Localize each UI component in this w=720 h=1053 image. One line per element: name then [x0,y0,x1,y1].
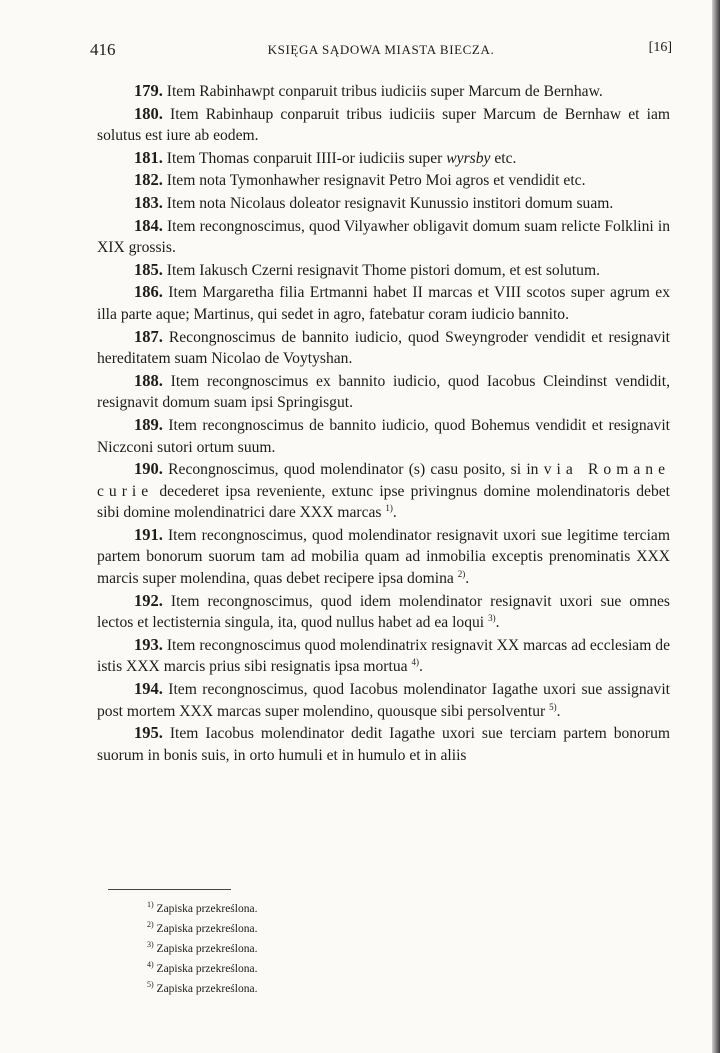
entry-text-end: . [556,702,561,720]
footnote-ref[interactable]: 4) [411,657,419,668]
entry-193 [97,634,670,678]
footnote-4 [147,957,257,977]
entry-number: 180. [134,103,163,123]
entry-text: Item Rabinhawpt conparuit tribus iudiciis super Marcum de Bernhaw. [166,83,603,100]
footnote-ref[interactable]: 2) [457,568,466,579]
entry-text: Item nota Tymonhawher resignavit Petro Moi agros et vendidit etc. [166,172,586,190]
entry-text: Item recongnoscimus, quod Vilyawher obligavit domum suam relicte Folklini in XIX grossis. [97,217,670,257]
entry-number: 193. [134,634,163,654]
entry-180 [97,103,670,147]
entry-text: Recongnoscimus de bannito iudicio, quod Sweyngroder vendidit et resignavit hereditatem suam Nicolao de Voytyshan. [97,328,670,368]
entry-number: 187. [134,326,163,346]
entry-text: Item recongnoscimus, quod molendinator resignavit uxori sue legitime terciam partem bonorum suorum tam ad mobilia quam ad inmobilia exceptis prenominatis XXX marcis super molendina, quas debet recipere ipsa domina [97,526,670,588]
entry-number: 195. [134,723,163,743]
entry-text-tail: etc. [490,149,517,167]
entry-italic-word: wyrsby [446,149,491,167]
entry-number: 186. [134,282,163,302]
footnote-ref[interactable]: 3) [488,613,496,624]
footnote-text: Zapiska przekreślona. [156,982,258,995]
entry-185 [97,259,670,282]
entry-text-end: . [465,570,470,588]
entry-number: 190. [134,459,163,479]
entry-text: Item recongnoscimus ex bannito iudicio, quod Iacobus Cleindinst vendidit, resignavit domum suam ipsi Springisgut. [97,372,670,412]
page-number: 416 [90,40,116,59]
entry-184 [97,215,670,259]
entry-text: Item Iacobus molendinator dedit Iagathe uxori sue terciam partem bonorum suorum in bonis suis, in orto humuli et in humulo et in aliis [97,725,670,764]
footnote-text: Zapiska przekreślona. [156,962,258,975]
entry-186 [97,281,670,325]
entry-182 [97,169,670,192]
entry-text-end: . [418,658,423,676]
entry-number: 179. [134,81,163,100]
entry-number: 192. [134,590,163,610]
footnote-mark: 1) [147,900,154,909]
entry-text-end: . [392,504,397,522]
entry-spaced-phrase: via Romane curie [97,461,670,500]
entry-text: Item nota Nicolaus doleator resignavit Kunussio institori domum suam. [166,194,614,212]
entry-187 [97,326,670,370]
entry-179 [97,80,670,103]
page-header [90,38,672,60]
footnote-1 [147,897,257,917]
footnote-5 [147,977,257,997]
footnote-mark: 3) [147,940,154,950]
page-edge-shadow [712,0,720,1053]
entry-188 [97,370,670,414]
entry-192 [97,590,670,634]
entry-text: Item recongnoscimus de bannito iudicio, quod Bohemus vendidit et resignavit Niczconi sutori ortum suum. [97,416,670,456]
footnote-ref[interactable]: 1) [385,503,393,514]
footnote-text: Zapiska przekreślona. [156,902,258,915]
entry-number: 191. [134,524,163,544]
entry-text: Item recongnoscimus, quod Iacobus molendinator Iagathe uxori sue assignavit post mortem XXX marcas super molendino, quousque sibi persolventur [97,681,671,720]
entries-text [97,80,670,766]
entry-number: 194. [134,679,163,699]
entry-text: Item recongnoscimus, quod idem molendinator resignavit uxori sue omnes lectos et lectisternia singula, ita, quod nullus habet ad ea loqui [97,592,671,632]
footnote-3 [147,937,257,957]
entry-194 [97,678,670,722]
footnote-mark: 2) [147,920,154,930]
running-head: KSIĘGA SĄDOWA MIASTA BIECZA. [267,42,495,57]
entry-183 [97,192,670,215]
entry-text-tail: decederet ipsa reveniente, extunc ipse privingnus domine molendinatoris debet sibi domine molendinatrici dare XXX marcas [97,482,670,522]
entry-text-end: . [495,614,500,632]
footnotes [147,897,257,997]
entry-number: 183. [134,192,163,212]
entry-195 [97,722,670,766]
entry-text: Item recongnoscimus quod molendinatrix resignavit XX marcas ad ecclesiam de istis XXX marcis prius sibi resignatis ipsa mortua [97,636,670,676]
entry-text: Item Margaretha filia Ertmanni habet II marcas et VIII scotos super agrum ex illa parte aque; Martinus, qui sedet in agro, fatebatur coram iudicio bannito. [97,284,670,323]
entry-text: Item Thomas conparuit IIII-or iudiciis super [166,149,447,167]
entry-number: 181. [134,147,163,167]
footnote-text: Zapiska przekreślona. [156,942,258,955]
entry-191 [97,524,670,590]
entry-number: 189. [134,414,163,434]
entry-189 [97,414,670,458]
entry-text: Recongnoscimus, quod molendinator (s) casu posito, si in [168,461,544,479]
entry-number: 182. [134,170,163,190]
entry-text: Item Iakusch Czerni resignavit Thome pistori domum, et est solutum. [166,261,601,279]
entry-190 [97,458,670,524]
entry-181 [97,147,670,170]
footnote-mark: 5) [147,980,154,990]
entry-number: 184. [134,215,163,235]
footnote-text: Zapiska przekreślona. [156,922,258,935]
footnote-2 [147,917,257,937]
footnote-ref[interactable]: 5) [549,701,557,712]
entry-text: Item Rabinhaup conparuit tribus iudiciis super Marcum de Bernhaw et iam solutus est iure ab eodem. [97,105,670,145]
footnote-mark: 4) [147,960,154,970]
entry-number: 188. [134,370,163,390]
footnote-divider [108,889,231,890]
entry-number: 185. [134,259,163,279]
section-number: [16] [648,40,672,55]
